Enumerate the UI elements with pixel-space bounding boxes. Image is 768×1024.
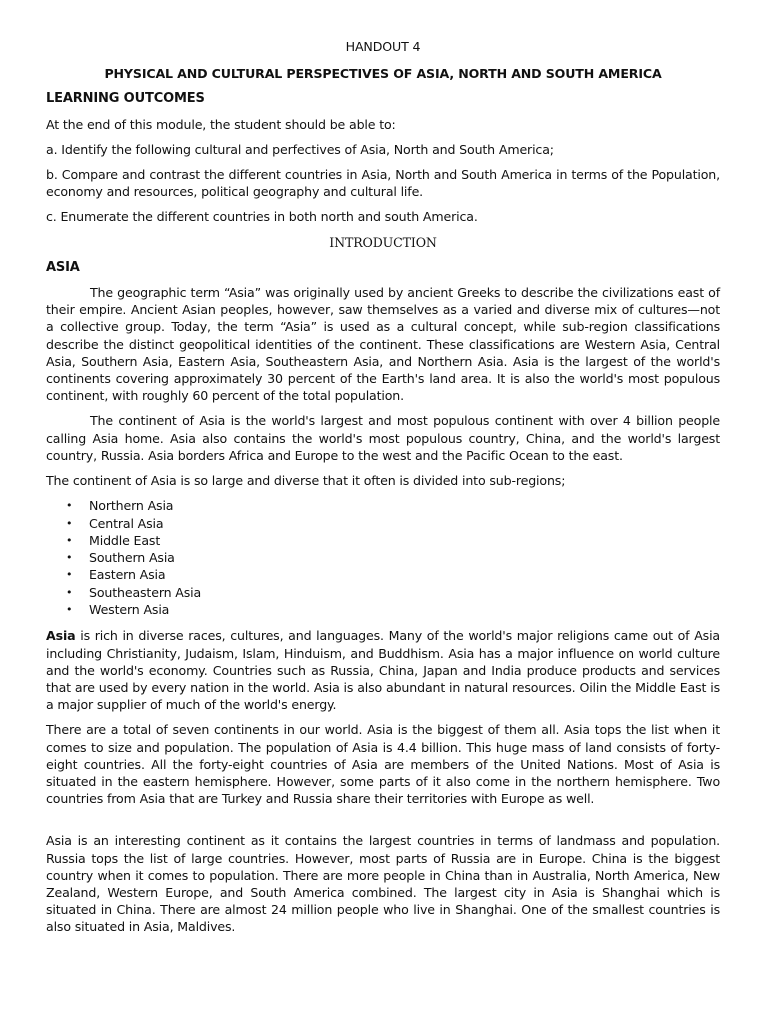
asia-paragraph-3: The continent of Asia is so large and diverse that it often is divided into sub-regions; — [46, 473, 566, 489]
learning-outcome-a: a. Identify the following cultural and perfectives of Asia, North and South America; — [46, 141, 554, 157]
list-item — [46, 566, 720, 583]
bullet-icon: • — [66, 533, 73, 547]
spacer — [46, 815, 720, 832]
bullet-icon: • — [66, 516, 73, 530]
asia-paragraph-5: There are a total of seven continents in our world. Asia is the biggest of them all. Asia tops the list when it comes to size and population. The population of Asia is 4.4 billion. This huge mass of land consists of forty-eight countries. All the forty-eight countries of Asia are members of the United Nations. Most of Asia is situated in the eastern hemisphere. However, some parts of it also come in the northern hemisphere. Two countries from Asia that are Turkey and Russia share their territories with Europe as well. — [46, 722, 720, 807]
introduction-heading: INTRODUCTION — [329, 234, 437, 250]
region-label: Western Asia — [89, 602, 170, 618]
bullet-icon: • — [66, 551, 73, 565]
asia-paragraph-4-text: is rich in diverse races, cultures, and languages. Many of the world's major religions came out of Asia including Christianity, Judaism, Islam, Hinduism, and Buddhism. Asia has a major influence on world culture and the world's economy. Countries such as Russia, China, Japan and India produce products and services that are used by every nation in the world. Asia is also abundant in natural resources. Oilin the Middle East is a major supplier of much of the world's energy. — [46, 628, 720, 713]
asia-paragraph-4 — [46, 627, 720, 713]
bullet-icon: • — [66, 603, 73, 617]
asia-heading: ASIA — [46, 259, 80, 275]
document-title: PHYSICAL AND CULTURAL PERSPECTIVES OF ASIA, NORTH AND SOUTH AMERICA — [104, 66, 662, 82]
list-item — [46, 549, 720, 566]
list-item — [46, 532, 720, 549]
bullet-icon: • — [66, 585, 73, 599]
learning-outcomes-heading: LEARNING OUTCOMES — [46, 91, 205, 107]
handout-label: HANDOUT 4 — [345, 39, 421, 54]
region-label: Southeastern Asia — [89, 584, 202, 600]
bullet-icon: • — [66, 499, 73, 513]
region-label: Middle East — [89, 532, 161, 548]
list-item — [46, 601, 720, 618]
learning-outcome-c: c. Enumerate the different countries in both north and south America. — [46, 209, 478, 225]
asia-bold-term: Asia — [46, 628, 76, 644]
region-label: Northern Asia — [89, 498, 174, 514]
list-item — [46, 584, 720, 601]
sub-regions-list — [46, 497, 720, 618]
learning-outcomes-intro: At the end of this module, the student should be able to: — [46, 116, 396, 132]
asia-paragraph-1: The geographic term “Asia” was originally used by ancient Greeks to describe the civilizations east of their empire. Ancient Asian peoples, however, saw themselves as a varied and diverse mix of cultures—not a collective group. Today, the term “Asia” is used as a cultural concept, while sub-region classifications describe the distinct geopolitical identities of the continent. These classifications are Western Asia, Central Asia, Southern Asia, Eastern Asia, Southeastern Asia, and Northern Asia. Asia is the largest of the world's continents covering approximately 30 percent of the Earth's land area. It is also the world's most populous continent, with roughly 60 percent of the total population. — [46, 285, 720, 404]
region-label: Central Asia — [89, 515, 164, 531]
region-label: Southern Asia — [89, 550, 175, 566]
asia-paragraph-6: Asia is an interesting continent as it contains the largest countries in terms of landmass and population. Russia tops the list of large countries. However, most parts of Russia are in Europe. China is the biggest country when it comes to population. There are more people in China than in Australia, North America, New Zealand, Western Europe, and South America combined. The largest city in Asia is Shanghai which is situated in China. There are almost 24 million people who live in Shanghai. One of the smallest countries is also situated in Asia, Maldives. — [46, 833, 720, 935]
list-item — [46, 497, 720, 514]
learning-outcome-b: b. Compare and contrast the different countries in Asia, North and South America in terms of the Population, economy and resources, political geography and cultural life. — [46, 167, 720, 200]
asia-paragraph-2: The continent of Asia is the world's largest and most populous continent with over 4 billion people calling Asia home. Asia also contains the world's most populous country, China, and the world's largest country, Russia. Asia borders Africa and Europe to the west and the Pacific Ocean to the east. — [46, 413, 720, 463]
bullet-icon: • — [66, 568, 73, 582]
region-label: Eastern Asia — [89, 567, 166, 583]
list-item — [46, 515, 720, 532]
